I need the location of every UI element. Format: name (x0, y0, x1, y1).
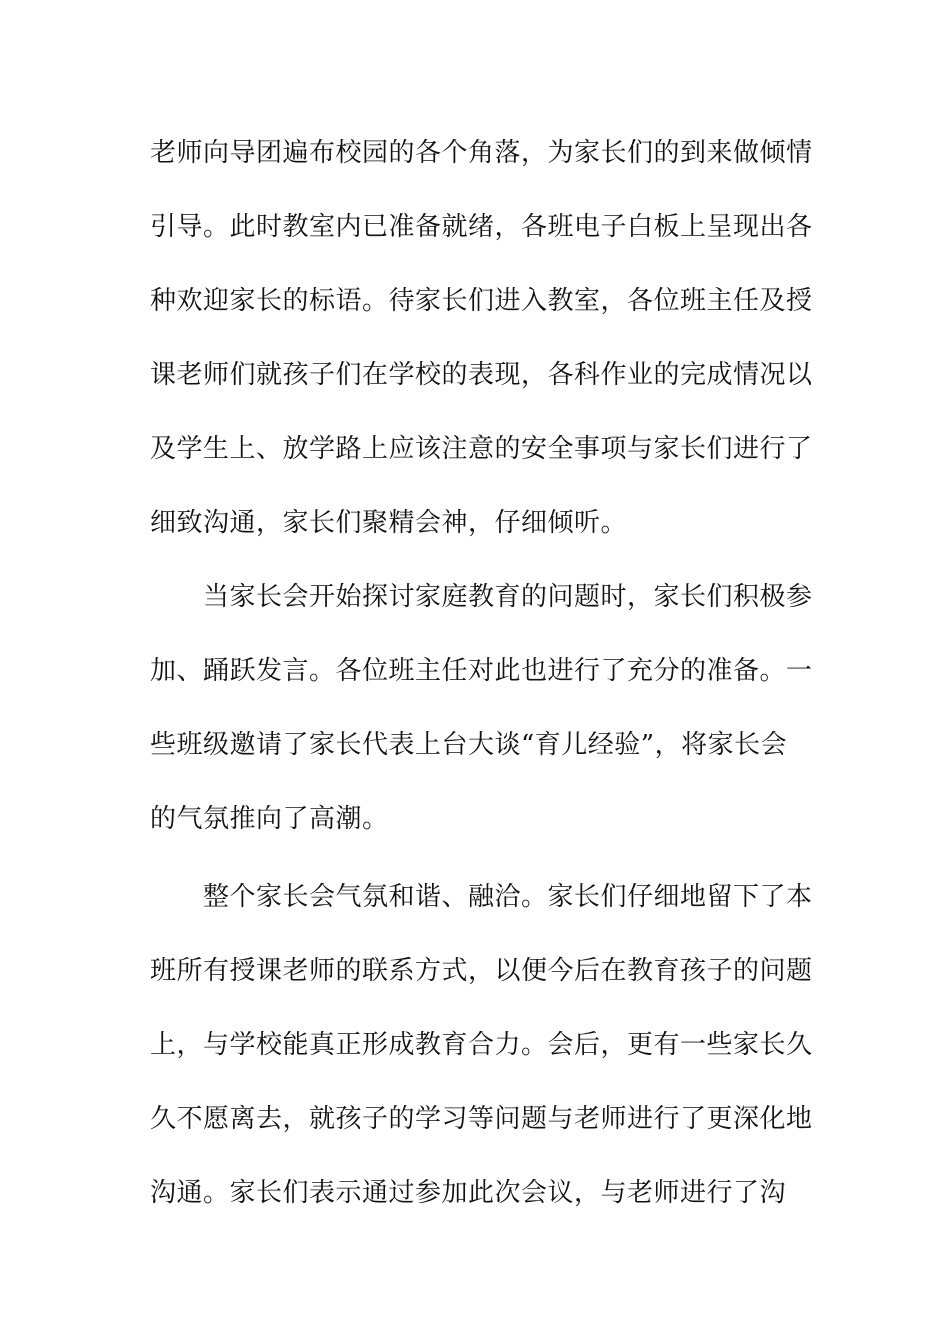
text-line: 细致沟通，家长们聚精会神，仔细倾听。 (150, 508, 628, 538)
text-line: 上，与学校能真正形成教育合力。会后，更有一些家长久 (150, 1030, 813, 1060)
paragraph-first-line: 当家长会开始探讨家庭教育的问题时，家长们积极参 (203, 582, 813, 612)
text-line: 沟通。家长们表示通过参加此次会议，与老师进行了沟 (150, 1178, 787, 1208)
text-line: 及学生上、放学路上应该注意的安全事项与家长们进行了 (150, 434, 813, 464)
text-line: 久不愿离去，就孩子的学习等问题与老师进行了更深化地 (150, 1104, 813, 1134)
text-line: 引导。此时教室内已准备就绪，各班电子白板上呈现出各 (150, 212, 813, 242)
text-line: 的气氛推向了高潮。 (150, 804, 389, 834)
text-line: 老师向导团遍布校园的各个角落，为家长们的到来做倾情 (150, 138, 813, 168)
text-line: 些班级邀请了家长代表上台大谈“育儿经验”，将家长会 (150, 730, 788, 760)
text-line: 班所有授课老师的联系方式，以便今后在教育孩子的问题 (150, 956, 813, 986)
text-line: 种欢迎家长的标语。待家长们进入教室，各位班主任及授 (150, 286, 813, 316)
paragraph-first-line: 整个家长会气氛和谐、融洽。家长们仔细地留下了本 (203, 882, 813, 912)
text-line: 课老师们就孩子们在学校的表现，各科作业的完成情况以 (150, 360, 813, 390)
text-line: 加、踊跃发言。各位班主任对此也进行了充分的准备。一 (150, 656, 813, 686)
